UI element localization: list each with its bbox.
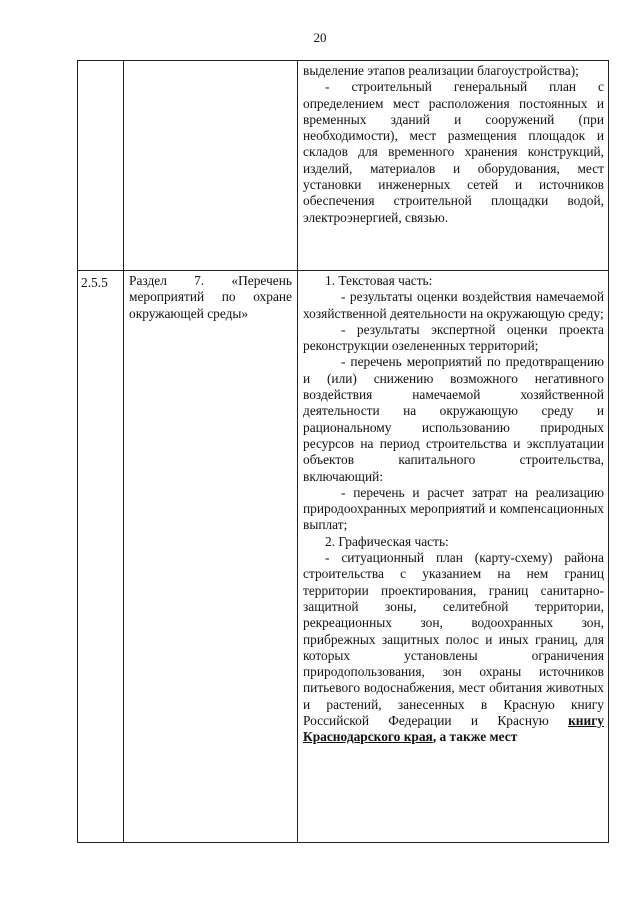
description-cell (298, 271, 609, 843)
description-paragraph: выделение этапов реализации благоустройства); (303, 63, 579, 78)
description-paragraph: - результаты экспертной оценки проекта реконструкции озелененных территорий; (303, 321, 604, 354)
row-number (78, 61, 123, 69)
description-paragraph: - строительный генеральный план с определением мест расположения постоянных и временных зданий и сооружений (при необходимости), мест размещения площадок и складов для временного хранения конструкций, изделий, материалов и оборудования, мест установки инженерных сетей и источников обеспечения строительной площадки водой, электроэнергией, связью. (303, 79, 604, 225)
section-cell (124, 61, 298, 271)
description-paragraph (303, 550, 604, 746)
description-paragraph: - перечень мероприятий по предотвращению и (или) снижению возможного негативного воздействия намечаемой хозяйственной деятельности на окружающую среду и рациональному использованию природных ресурсов на период строительства и эксплуатации объектов капитального строительства, включающий: (303, 354, 604, 484)
requirements-table (77, 60, 609, 843)
description-paragraph: - перечень и расчет затрат на реализацию природоохранных мероприятий и компенсационных выплат; (303, 484, 604, 533)
page-number: 20 (313, 30, 327, 45)
table-row (78, 271, 609, 843)
row-number-cell (78, 61, 124, 271)
paragraph-text: , а также мест (432, 729, 518, 745)
table-row (78, 61, 609, 271)
text-part-heading: 1. Текстовая часть: (325, 273, 433, 288)
row-number-cell (78, 271, 124, 843)
graphic-part-heading: 2. Графическая часть: (325, 533, 449, 549)
paragraph-text: - ситуационный план (карту-схему) района строительства с указанием на нем границ территории проектирования, границ санитарно-защитной зоны, селитебной территории, рекреационных зон, водоохранных зон, прибрежных защитных полос и иных границ, для которых установлены ограничения природопользования, зон охраны источников питьевого водоснабжения, мест обитания животных и растений, занесенных в Красную книгу Российской Федерации и Красную (303, 550, 604, 729)
row-number: 2.5.5 (81, 275, 108, 290)
section-cell (124, 271, 298, 843)
section-title: Раздел 7. «Перечень мероприятий по охране окружающей среды» (129, 273, 292, 321)
underlined-text: книгу Краснодарского края (303, 713, 604, 745)
section-title (124, 61, 297, 65)
description-paragraph: - результаты оценки воздействия намечаемой хозяйственной деятельности на окружающую среду; (303, 289, 604, 321)
description-cell (298, 61, 609, 271)
